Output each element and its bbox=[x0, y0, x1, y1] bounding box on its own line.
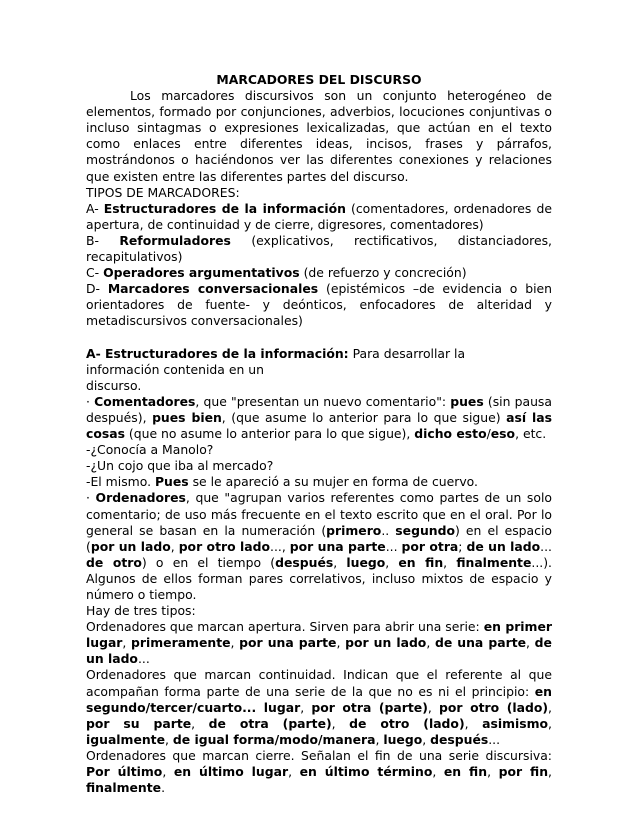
type-b-name: Reformuladores bbox=[119, 232, 231, 248]
intro-paragraph: Los marcadores discursivos son un conjunto heterogéneo de elementos, formado por conjunciones, adverbios, locuciones conjuntivas o incluso sintagmas o expresiones lexicalizadas, que actúan en el texto como enlaces entre diferentes ideas, incisos, frases y párrafos, mostrándonos o haciéndonos ver las diferentes conexiones y relaciones que existen entre las diferentes partes del discurso. bbox=[86, 88, 552, 184]
text: , bbox=[432, 764, 444, 780]
text: , bbox=[464, 715, 483, 731]
term: de un lado bbox=[86, 635, 552, 667]
apertura-paragraph bbox=[86, 619, 552, 667]
term: por otra bbox=[401, 538, 459, 554]
text: , (que asume lo anterior para lo que sigue) bbox=[221, 409, 507, 425]
text: Ordenadores que marcan cierre. Señalan el fin de una serie discursiva: bbox=[86, 747, 552, 763]
text: , que "agrupan varios referentes como partes de un solo comentario; de uso más frecuente en el texto escrito que en el oral. Por lo general se basan en la numeración ( bbox=[86, 490, 552, 538]
term: Ordenadores bbox=[95, 490, 186, 506]
text: ...). Algunos de ellos forman pares correlativos, incluso mixtos de espacio y número o tiempo. bbox=[86, 554, 552, 602]
cierre-paragraph bbox=[86, 748, 552, 796]
term: por un lado bbox=[345, 635, 427, 651]
term: por fin bbox=[498, 764, 549, 780]
term: de una parte bbox=[434, 635, 527, 651]
term: asimismo bbox=[482, 715, 549, 731]
term: primeramente bbox=[131, 635, 231, 651]
term: en último término bbox=[299, 764, 433, 780]
type-c-desc: (de refuerzo y concreción) bbox=[299, 265, 467, 281]
continuidad-paragraph bbox=[86, 667, 552, 747]
term: por otra (parte) bbox=[311, 699, 428, 715]
term: en primer lugar bbox=[86, 619, 552, 651]
text: , bbox=[426, 635, 435, 651]
text: , bbox=[548, 764, 552, 780]
example-line-1: -¿Conocía a Manolo? bbox=[86, 442, 214, 458]
section-a-intro: Para desarrollar la bbox=[348, 345, 466, 361]
ordenadores-paragraph bbox=[86, 490, 552, 603]
types-heading: TIPOS DE MARCADORES: bbox=[86, 184, 240, 200]
comentadores-paragraph bbox=[86, 394, 552, 442]
type-c-prefix: C- bbox=[86, 265, 104, 281]
type-a-item bbox=[86, 201, 552, 233]
term: así las cosas bbox=[86, 409, 553, 442]
document-page bbox=[86, 72, 552, 796]
term: segundo bbox=[395, 522, 455, 538]
type-a-desc: (comentadores, ordenadores de apertura, de continuidad y de cierre, digresores, comentadores) bbox=[86, 200, 552, 232]
text: .. bbox=[381, 522, 396, 538]
term: en segundo/tercer/cuarto... lugar bbox=[86, 683, 552, 715]
text: ..., bbox=[270, 538, 290, 554]
term: pues bien bbox=[152, 409, 222, 425]
document-title: MARCADORES DEL DISCURSO bbox=[216, 72, 422, 87]
section-a-line2: información contenida en un bbox=[86, 361, 264, 377]
term: luego bbox=[346, 554, 386, 570]
text: se le apareció a su mujer en forma de cuervo. bbox=[188, 474, 478, 490]
text: , que "presentan un nuevo comentario": bbox=[195, 393, 451, 409]
text: , bbox=[427, 699, 440, 715]
type-c-name: Operadores argumentativos bbox=[103, 265, 300, 281]
text: , bbox=[165, 731, 173, 747]
term: por otro lado bbox=[178, 538, 270, 554]
term: por un lado bbox=[90, 538, 171, 554]
term: Por último bbox=[86, 764, 163, 780]
term: por una parte bbox=[239, 635, 337, 651]
term: de otro (lado) bbox=[349, 715, 465, 731]
text: / bbox=[486, 426, 491, 442]
example-line-2: -¿Un cojo que iba al mercado? bbox=[86, 458, 274, 474]
bullet: · bbox=[86, 393, 95, 409]
text: ) en el espacio ( bbox=[86, 522, 552, 554]
term: después bbox=[430, 731, 489, 747]
text: (que no asume lo anterior para lo que sigue), bbox=[124, 426, 415, 442]
term: finalmente bbox=[86, 780, 162, 796]
text: , bbox=[548, 715, 552, 731]
term: eso bbox=[490, 426, 516, 442]
text: Ordenadores que marcan continuidad. Indican que el referente al que acompañan forma parte de una serie de la que no es ni el principio: bbox=[86, 667, 552, 699]
term: en último lugar bbox=[173, 764, 289, 780]
term: de igual forma/modo/manera bbox=[172, 731, 376, 747]
text: ... bbox=[385, 538, 402, 554]
term: por su parte bbox=[86, 715, 192, 731]
text: -El mismo. bbox=[86, 474, 155, 490]
text: , bbox=[385, 554, 399, 570]
term: finalmente bbox=[456, 554, 532, 570]
term: dicho esto bbox=[414, 426, 487, 442]
blank-line bbox=[86, 330, 552, 346]
three-types-line: Hay de tres tipos: bbox=[86, 603, 196, 619]
term: en fin bbox=[443, 764, 488, 780]
term: luego bbox=[383, 731, 423, 747]
term: de otra (parte) bbox=[208, 715, 332, 731]
type-a-prefix: A- bbox=[86, 200, 104, 216]
text: , bbox=[548, 699, 552, 715]
text: (sin pausa después), bbox=[86, 393, 552, 425]
text: , bbox=[443, 554, 457, 570]
text: . bbox=[161, 780, 166, 796]
term: pues bbox=[450, 393, 484, 409]
text: , bbox=[333, 554, 347, 570]
text: ) o en el tiempo ( bbox=[141, 554, 276, 570]
section-a-line3: discurso. bbox=[86, 377, 142, 393]
bullet: · bbox=[86, 490, 96, 506]
text: , bbox=[170, 538, 179, 554]
text: ... bbox=[137, 651, 150, 667]
text: , bbox=[487, 764, 499, 780]
text: , bbox=[191, 715, 209, 731]
term: igualmente bbox=[86, 731, 166, 747]
text: , bbox=[162, 764, 174, 780]
term: por una parte bbox=[289, 538, 386, 554]
text: ... bbox=[540, 538, 552, 554]
term: de otro bbox=[86, 554, 142, 570]
term: después bbox=[275, 554, 334, 570]
term: por otro (lado) bbox=[439, 699, 549, 715]
text: , bbox=[288, 764, 300, 780]
example-line-3 bbox=[86, 474, 552, 490]
term: de un lado bbox=[466, 538, 541, 554]
type-b-item bbox=[86, 233, 552, 265]
text: , bbox=[331, 715, 350, 731]
text: , bbox=[230, 635, 240, 651]
text: , bbox=[300, 699, 312, 715]
text: ; bbox=[458, 538, 467, 554]
type-b-desc: (explicativos, rectificativos, distanciadores, recapitulativos) bbox=[86, 232, 552, 265]
text: , bbox=[422, 731, 431, 747]
term: Comentadores bbox=[94, 393, 196, 409]
section-a-heading bbox=[86, 346, 552, 362]
text: ... bbox=[488, 731, 501, 747]
type-d-desc: (epistémicos –de evidencia o bien orientadores de fuente- y deónticos, enfocadores de alteridad y metadiscursivos conversacionales) bbox=[86, 281, 552, 329]
type-d-item bbox=[86, 281, 552, 329]
section-a-title: A- Estructuradores de la información: bbox=[86, 345, 349, 361]
text: , bbox=[122, 635, 132, 651]
term: primero bbox=[326, 522, 382, 538]
type-a-name: Estructuradores de la información bbox=[103, 200, 346, 216]
type-d-prefix: D- bbox=[86, 281, 108, 297]
text: , etc. bbox=[515, 426, 547, 442]
text: , bbox=[336, 635, 346, 651]
text: , bbox=[375, 731, 384, 747]
term: en fin bbox=[398, 554, 444, 570]
term: Pues bbox=[154, 474, 189, 490]
type-c-item bbox=[86, 265, 552, 281]
text: , bbox=[526, 635, 535, 651]
type-b-prefix: B- bbox=[86, 232, 120, 248]
text: Ordenadores que marcan apertura. Sirven para abrir una serie: bbox=[86, 619, 484, 635]
type-d-name: Marcadores conversacionales bbox=[107, 281, 319, 297]
